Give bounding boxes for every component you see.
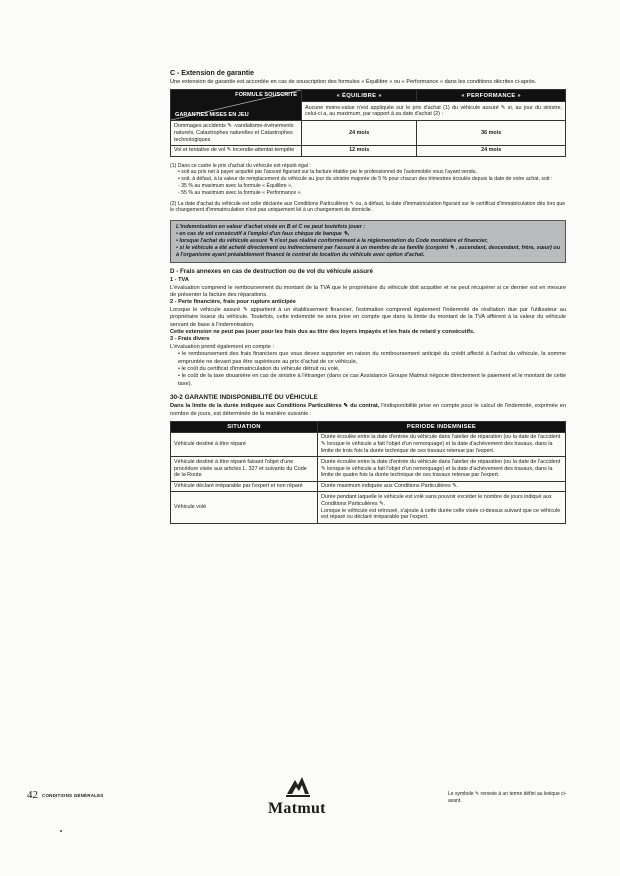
footnote-1-bullet: • soit, à défaut, à la valeur de remplacement du véhicule au jour du sinistre majorée de 5 % pour chacun des trimestres écoulés depuis la date de votre achat, soit : (178, 176, 553, 183)
table-row (171, 145, 566, 156)
section-d2-title: 2 - Perte financière, frais pour rupture anticipée (170, 299, 296, 306)
footnote-1-bullet: • soit au prix net à payer acquitté par l'assuré figurant sur la facture établie par le professionnel de l'automobile vous l'ayant vendu, (178, 169, 477, 176)
row-label: Dommages accidents ✎ -vandalisme-événements naturels, Catastrophes naturelles et Catastrophes technologiques (171, 121, 302, 145)
row-value-equilibre: 24 mois (302, 121, 417, 145)
row-value-performance: 36 mois (417, 121, 566, 145)
section-d3-bullet: • le coût du certificat d'immatriculation du véhicule détruit ou volé, (178, 366, 340, 373)
section-302-title: 30-2 GARANTIE INDISPONIBILITÉ DU VÉHICULE (170, 394, 318, 402)
table-row (171, 481, 566, 492)
matmut-logo-text: Matmut (268, 800, 326, 817)
table-row (171, 492, 566, 523)
footnote-1-bullet: - 55 % au maximum avec la formule « Performance ». (178, 189, 302, 196)
row-value-performance: 24 mois (417, 145, 566, 156)
section-d3-title: 3 - Frais divers (170, 336, 210, 343)
row-value-equilibre: 12 mois (302, 145, 417, 156)
row-label: Vol et tentative de vol ✎ Incendie-attentat-tempête (171, 145, 302, 156)
indisponibilite-table (170, 421, 566, 524)
matmut-logo-icon (283, 772, 313, 800)
periode-cell: Durée écoulée entre la date d'entrée du véhicule dans l'atelier de réparation (ou la date de l'accident ✎ lorsque le véhicule a fait l'objet d'un remorquage) et la date d'achèvement des travaux, dans la limite de quatre fois la durée technique de ces travaux retenue par l'expert. (318, 457, 566, 481)
section-302-intro (170, 403, 566, 418)
section-c-title: C - Extension de garantie (170, 70, 255, 77)
col-performance-header: « PERFORMANCE » (417, 90, 566, 102)
situation-cell: Véhicule déclaré irréparable par l'expert et non réparé (171, 481, 318, 492)
table-corner-header (171, 90, 302, 121)
col-situation-header: SITUATION (171, 422, 318, 433)
page-number: 42 (27, 789, 38, 801)
table-row (171, 457, 566, 481)
section-302-intro-rest: l'indisponibilité prise en compte pour le calcul de l'indemnité, exprimée en nombre de jours, est déterminée de la manière suivante : (170, 403, 566, 417)
section-d3-bullet: • le remboursement des frais financiers que vous devez supporter en raison du remboursement anticipé du crédit affecté à l'achat du véhicule, la somme empruntée ne devant pas être supérieure au prix d'achat de ce véhicule, (178, 351, 566, 365)
situation-cell: Véhicule destiné à être réparé (171, 432, 318, 456)
section-c-intro: Une extension de garantie est accordée en cas de souscription des formules « Équilibre » ou « Performance » dans les conditions décrites ci-après. (170, 79, 537, 85)
periode-cell: Durée maximum indiquée aux Conditions Particulières ✎. (318, 481, 566, 492)
scan-speck (60, 830, 62, 832)
section-d3-intro: L'évaluation prend également en compte : (170, 343, 275, 350)
footnote-1-intro: (1) Dans ce cadre le prix d'achat du véhicule est réputé égal : (170, 162, 311, 169)
table-note-row: Aucune moins-value n'est appliquée sur le prix d'achat (1) du véhicule assuré ✎ si, au jour du sinistre, celui-ci a, au maximum, par rapport à sa date d'achat (2) : (302, 102, 566, 121)
table-row (171, 432, 566, 456)
formule-header: FORMULE SOUSCRITE (235, 92, 297, 99)
table-row (171, 121, 566, 145)
footer-lexique-note: Le symbole ✎ renvoie à un terme défini au lexique ci-avant. (448, 791, 567, 804)
section-d2-exclusion: Cette extension ne peut pas jouer pour les frais dus au titre des loyers impayés et les frais de retard y consécutifs. (170, 329, 475, 336)
section-302-intro-bold: Dans la limite de la durée indiquée aux Conditions Particulières ✎ du contrat, (170, 403, 380, 410)
section-d-title: D - Frais annexes en cas de destruction ou de vol du véhicule assuré (170, 268, 373, 276)
section-d2-text: Lorsque le véhicule assuré ✎ appartient à un établissement financier, l'estimation comprend également l'indemnité de résiliation due par l'utilisateur au propriétaire loueur du véhicule. Toutefois, cette indemnité ne sera prise en compte que dans la limite du montant de la TVA afférent à la valeur du véhicule servant de base à l'indemnisation. (170, 306, 566, 328)
footer-conditions-label: CONDITIONS GÉNÉRALES (42, 793, 104, 798)
footnote-1-bullet: - 35 % au maximum avec la formule « Équilibre », (178, 182, 293, 189)
section-d1-title: 1 - TVA (170, 277, 189, 284)
col-equilibre-header: « ÉQUILIBRE » (302, 90, 417, 102)
exclusion-item: • en cas de vol consécutif à l'emploi d'un faux chèque de banque ✎, (176, 231, 350, 238)
situation-cell: Véhicule volé (171, 492, 318, 523)
exclusion-box (170, 220, 566, 263)
page-content (170, 70, 566, 524)
periode-cell: Durée écoulée entre la date d'entrée du véhicule dans l'atelier de réparation (ou la date de l'accident ✎ lorsque le véhicule a fait l'objet d'un remorquage) et la date d'achèvement des travaux, dans la limite de trois fois la durée technique de ces travaux retenue par l'expert. (318, 432, 566, 456)
periode-cell: Durée pendant laquelle le véhicule est volé sans pouvoir excéder le nombre de jours indiqué aux Conditions Particulières ✎. Lorsque le véhicule est retrouvé, s'ajoute à cette durée celle visée ci-dessus suivant que ce véhicule est réparé ou déclaré irréparable par l'expert. (318, 492, 566, 523)
extension-table (170, 89, 566, 156)
situation-cell: Véhicule destiné à être réparé faisant l'objet d'une procédure visée aux articles L. 327 et suivants du Code de la Route (171, 457, 318, 481)
section-d1-text: L'évaluation comprend le remboursement du montant de la TVA que le propriétaire du véhicule doit acquitter et ne peut récupérer si ce dernier est en mesure de présenter la facture des réparations. (170, 284, 566, 298)
exclusion-item: • si le véhicule a été acheté directement ou indirectement par l'assuré à un membre de sa famille (conjoint ✎ , ascendant, descendant, frère, sœur) ou à l'organisme ayant préalablement financé le contrat de location du véhicule avec option d'achat. (176, 245, 560, 259)
col-periode-header: PERIODE INDEMNISEE (318, 422, 566, 433)
exclusion-intro: L'indemnisation en valeur d'achat visée en B et C ne peut toutefois jouer : (176, 224, 366, 231)
garanties-header: GARANTIES MISES EN JEU (175, 111, 249, 118)
section-d3-bullet: • le coût de la taxe douanière en cas de sinistre à l'étranger (dans ce cas Assistance Groupe Matmut négocie directement le paiement et le montant de cette taxe). (178, 373, 566, 387)
footnote-2: (2) La date d'achat du véhicule est celle déclarée aux Conditions Particulières ✎ ou, à défaut, la date d'immatriculation figurant sur le certificat d'immatriculation dès lors que le changement d'immatriculation n'est pas uniquement lié à un changement de domicile. (170, 200, 566, 214)
exclusion-item: • lorsque l'achat du véhicule assuré ✎ n'est pas réalisé conformément à la réglementation du Code monétaire et financier, (176, 238, 488, 245)
